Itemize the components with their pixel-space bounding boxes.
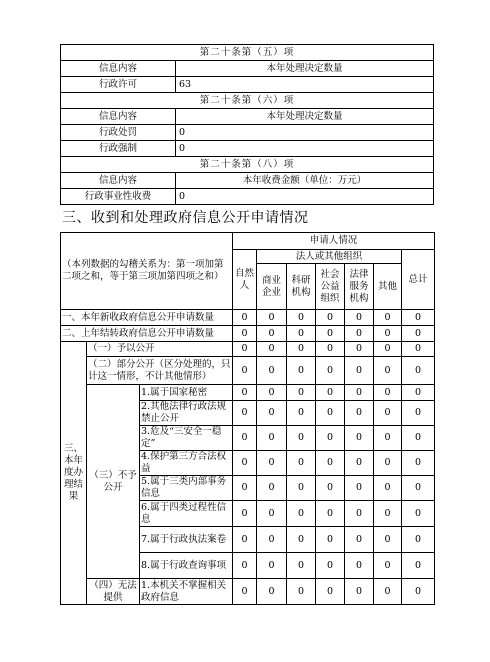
value-cell: 0 [345,326,374,342]
value-cell: 0 [402,579,435,605]
research-header: 科研机构 [287,264,316,310]
fee-label: 行政事业性收费 [61,189,176,205]
value-cell: 0 [257,501,287,527]
value-cell: 0 [233,326,257,342]
value-cell: 0 [402,426,435,451]
value-cell: 0 [374,476,402,501]
value-cell: 0 [287,527,316,553]
value-cell: 0 [402,476,435,501]
fee-amount-header: 本年收费金额（单位：万元） [176,173,434,189]
unable-group-label: （四）无法提供 [87,579,140,605]
value-cell: 0 [316,385,345,401]
value-cell: 0 [257,326,287,342]
info-content-header: 信息内容 [61,173,176,189]
value-cell: 0 [233,310,257,326]
value-cell: 0 [345,527,374,553]
result-group-label: 三、本年度办理结果 [61,342,87,605]
value-cell: 0 [287,501,316,527]
row-label-open: （一）予以公开 [87,342,233,357]
permit-value: 63 [176,77,434,93]
value-cell: 0 [287,476,316,501]
section-8-title: 第二十条第（八）项 [61,157,434,173]
value-cell: 0 [287,326,316,342]
value-cell: 0 [287,385,316,401]
value-cell: 0 [374,527,402,553]
row-label-not-open: 5.属于三类内部事务信息 [140,476,233,501]
value-cell: 0 [316,326,345,342]
value-cell: 0 [345,401,374,426]
value-cell: 0 [316,527,345,553]
value-cell: 0 [233,357,257,385]
value-cell: 0 [316,426,345,451]
value-cell: 0 [233,385,257,401]
value-cell: 0 [233,426,257,451]
total-header: 总计 [402,250,435,310]
value-cell: 0 [287,342,316,357]
value-cell: 0 [257,527,287,553]
value-cell: 0 [257,426,287,451]
row-label-partial: （二）部分公开（区分处理的，只计这一情形，不计其他情形） [87,357,233,385]
value-cell: 0 [316,342,345,357]
value-cell: 0 [402,310,435,326]
value-cell: 0 [257,476,287,501]
value-cell: 0 [233,476,257,501]
row-label-not-open: 8.属于行政查询事项 [140,553,233,579]
other-header: 其他 [374,264,402,310]
section-heading: 三、收到和处理政府信息公开申请情况 [62,210,309,226]
value-cell: 0 [287,310,316,326]
table-note: （本列数据的勾稽关系为：第一项加第二项之和，等于第三项加第四项之和） [61,233,233,310]
value-cell: 0 [374,501,402,527]
value-cell: 0 [374,326,402,342]
law-service-header: 法律服务机构 [345,264,374,310]
value-cell: 0 [257,342,287,357]
value-cell: 0 [345,476,374,501]
value-cell: 0 [402,385,435,401]
value-cell: 0 [287,357,316,385]
value-cell: 0 [374,451,402,476]
value-cell: 0 [345,385,374,401]
legal-entity-header: 法人或其他组织 [257,250,402,264]
value-cell: 0 [287,401,316,426]
applicant-header: 申请人情况 [233,233,435,250]
application-stats-table [60,232,435,605]
value-cell: 0 [345,451,374,476]
enforce-label: 行政强制 [61,141,176,157]
value-cell: 0 [402,326,435,342]
value-cell: 0 [316,310,345,326]
value-cell: 0 [233,451,257,476]
section-5-title: 第二十条第（五）项 [61,45,434,61]
value-cell: 0 [257,385,287,401]
value-cell: 0 [257,357,287,385]
value-cell: 0 [257,579,287,605]
value-cell: 0 [287,553,316,579]
decision-count-header: 本年处理决定数量 [176,109,434,125]
value-cell: 0 [402,553,435,579]
value-cell: 0 [374,579,402,605]
row-label-not-open: 7.属于行政执法案卷 [140,527,233,553]
row-label-carry: 二、上年结转政府信息公开申请数量 [61,326,233,342]
value-cell: 0 [402,527,435,553]
value-cell: 0 [233,579,257,605]
value-cell: 0 [402,451,435,476]
value-cell: 0 [316,401,345,426]
penalty-label: 行政处罚 [61,125,176,141]
fee-value: 0 [176,189,434,205]
row-label-not-open: 4.保护第三方合法权益 [140,451,233,476]
decision-count-header: 本年处理决定数量 [176,61,434,77]
penalty-value: 0 [176,125,434,141]
info-content-header: 信息内容 [61,61,176,77]
row-label-not-open: 1.属于国家秘密 [140,385,233,401]
row-label-new: 一、本年新收政府信息公开申请数量 [61,310,233,326]
value-cell: 0 [287,579,316,605]
value-cell: 0 [345,553,374,579]
disclosure-stats-table [60,44,434,205]
value-cell: 0 [316,553,345,579]
value-cell: 0 [402,357,435,385]
enforce-value: 0 [176,141,434,157]
value-cell: 0 [374,553,402,579]
value-cell: 0 [257,553,287,579]
value-cell: 0 [345,310,374,326]
value-cell: 0 [257,451,287,476]
value-cell: 0 [316,476,345,501]
value-cell: 0 [374,342,402,357]
value-cell: 0 [402,342,435,357]
public-welfare-header: 社会公益组织 [316,264,345,310]
value-cell: 0 [233,553,257,579]
value-cell: 0 [345,357,374,385]
row-label-unable: 1.本机关不掌握相关政府信息 [140,579,233,605]
natural-person-header: 自然人 [233,250,257,310]
value-cell: 0 [233,401,257,426]
value-cell: 0 [345,501,374,527]
value-cell: 0 [374,357,402,385]
value-cell: 0 [316,579,345,605]
permit-label: 行政许可 [61,77,176,93]
commercial-header: 商业企业 [257,264,287,310]
value-cell: 0 [257,401,287,426]
value-cell: 0 [345,426,374,451]
value-cell: 0 [402,501,435,527]
value-cell: 0 [345,342,374,357]
not-open-group-label: （三）不予公开 [87,385,140,579]
info-content-header: 信息内容 [61,109,176,125]
row-label-not-open: 3.危及“三安全一稳定” [140,426,233,451]
value-cell: 0 [233,501,257,527]
value-cell: 0 [287,451,316,476]
value-cell: 0 [316,451,345,476]
value-cell: 0 [233,342,257,357]
value-cell: 0 [316,357,345,385]
value-cell: 0 [233,527,257,553]
value-cell: 0 [316,501,345,527]
value-cell: 0 [374,385,402,401]
row-label-not-open: 6.属于四类过程性信息 [140,501,233,527]
value-cell: 0 [345,579,374,605]
value-cell: 0 [287,426,316,451]
value-cell: 0 [374,426,402,451]
value-cell: 0 [374,401,402,426]
value-cell: 0 [257,310,287,326]
value-cell: 0 [374,310,402,326]
row-label-not-open: 2.其他法律行政法规禁止公开 [140,401,233,426]
section-6-title: 第二十条第（六）项 [61,93,434,109]
value-cell: 0 [402,401,435,426]
